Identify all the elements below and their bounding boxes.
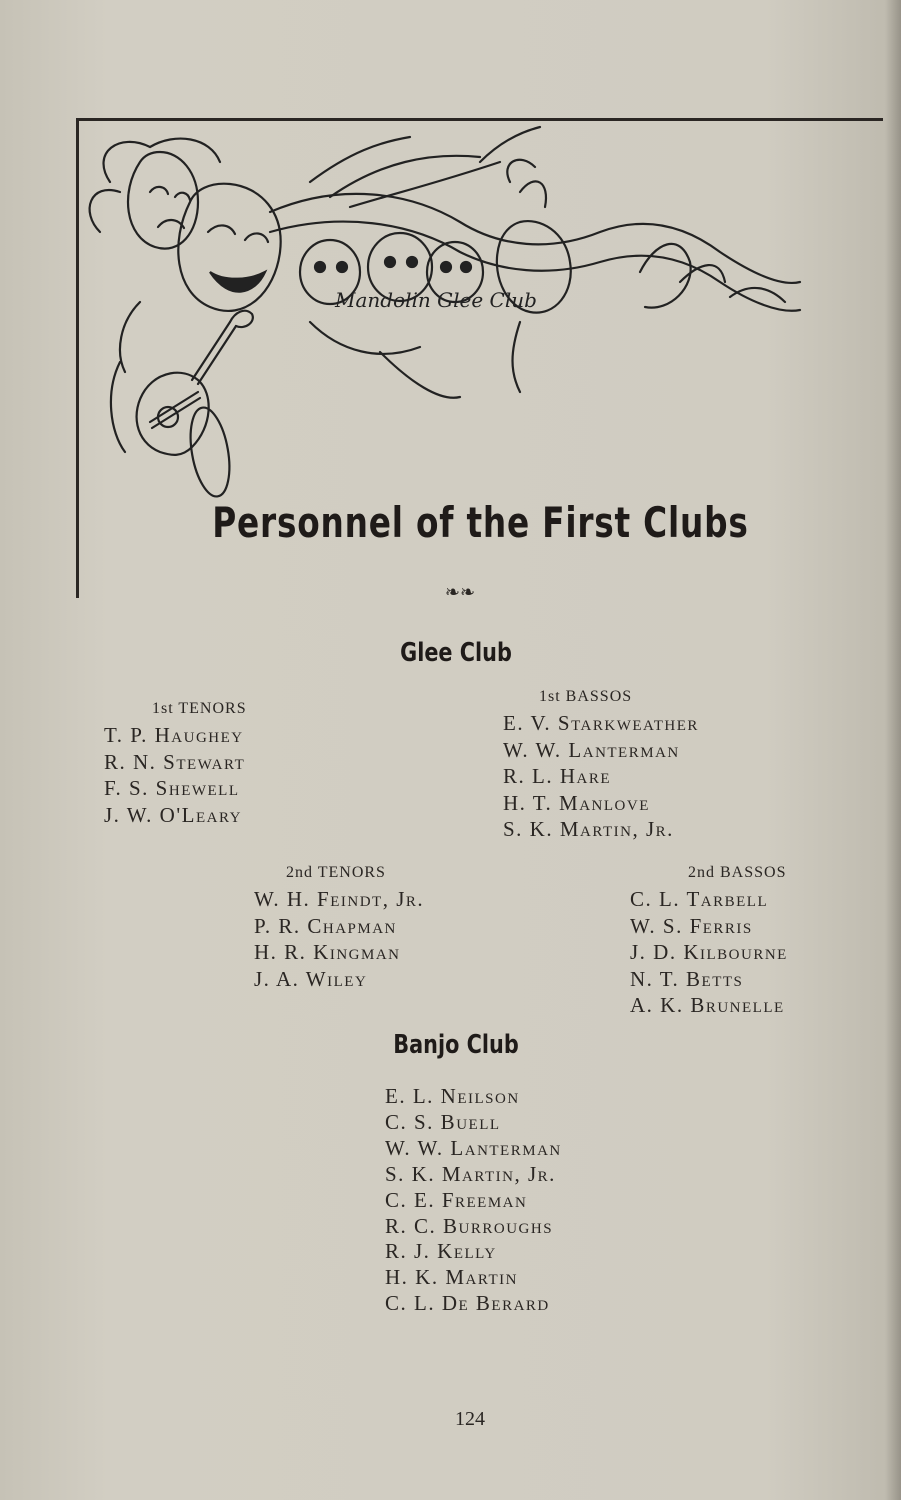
member-name: W. S. Ferris: [630, 913, 753, 938]
member-name: R. J. Kelly: [385, 1239, 497, 1264]
comic-mask: [178, 184, 280, 311]
masks-mandolin-illustration: [80, 122, 810, 522]
first-bassos-group: [503, 688, 699, 843]
glee-club-heading: Glee Club: [400, 638, 512, 668]
member-name: A. K. Brunelle: [630, 993, 785, 1017]
member-name: W. W. Lanterman: [503, 737, 680, 762]
border-rule-left: [76, 118, 79, 598]
member-name: C. S. Buell: [385, 1109, 501, 1134]
page-edge-shadow: [885, 0, 901, 1500]
border-rule-top: [78, 118, 883, 121]
member-name: W. H. Feindt, Jr.: [254, 887, 425, 911]
banjo-club-heading: Banjo Club: [393, 1030, 519, 1060]
voice-label: 1st BASSOS: [539, 688, 633, 705]
member-name: R. C. Burroughs: [385, 1213, 554, 1238]
member-name: R. L. Hare: [503, 764, 611, 788]
member-name: E. L. Neilson: [385, 1084, 520, 1108]
banjo-club-list: [385, 1084, 562, 1317]
fleuron-ornament: ❧❧: [444, 582, 476, 603]
member-name: E. V. Starkweather: [503, 711, 699, 735]
member-name: J. W. O'Leary: [104, 802, 242, 827]
member-name: P. R. Chapman: [254, 913, 397, 938]
second-tenors-group: [254, 864, 424, 992]
voice-label: 2nd TENORS: [286, 864, 386, 881]
member-name: N. T. Betts: [630, 966, 744, 991]
tragic-mask: [128, 152, 198, 249]
member-name: H. T. Manlove: [503, 790, 650, 815]
member-name: T. P. Haughey: [104, 723, 244, 747]
first-tenors-group: [104, 700, 247, 828]
member-name: C. L. De Berard: [385, 1291, 550, 1316]
member-name: S. K. Martin, Jr.: [503, 817, 674, 841]
voice-label: 2nd BASSOS: [688, 864, 787, 881]
voice-label: 1st TENORS: [152, 700, 247, 717]
member-name: H. K. Martin: [385, 1265, 518, 1290]
page-title: Personnel of the First Clubs: [212, 498, 749, 547]
page-number: 124: [455, 1408, 485, 1430]
member-name: S. K. Martin, Jr.: [385, 1161, 556, 1186]
member-name: J. D. Kilbourne: [630, 940, 788, 964]
member-name: C. E. Freeman: [385, 1187, 528, 1212]
member-name: W. W. Lanterman: [385, 1135, 562, 1160]
member-name: H. R. Kingman: [254, 940, 401, 964]
ornament-lettering: Mandolin Glee Club: [335, 288, 537, 312]
member-name: J. A. Wiley: [254, 966, 368, 991]
member-name: C. L. Tarbell: [630, 887, 769, 911]
second-bassos-group: [630, 864, 788, 1019]
member-name: F. S. Shewell: [104, 776, 240, 800]
member-name: R. N. Stewart: [104, 749, 246, 774]
